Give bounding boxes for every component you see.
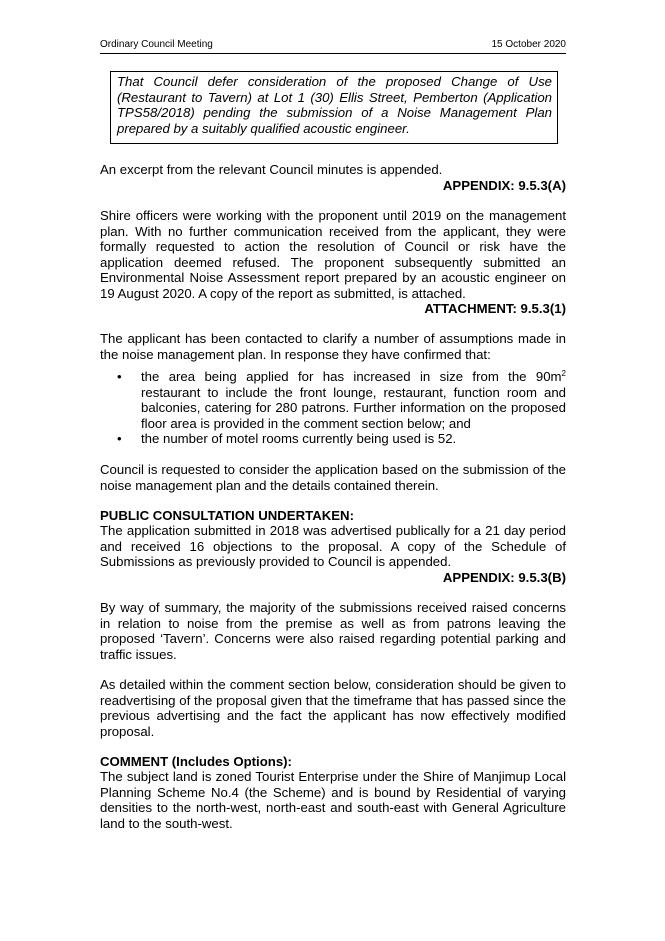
confirmation-list [100,369,566,447]
bullet-marker: • [117,369,122,384]
meeting-date: 15 October 2020 [491,39,566,50]
resolution-box: That Council defer consideration of the proposed Change of Use (Restaurant to Tavern) at Lot 1 (30) Ellis Street, Pemberton (Application TPS58/2018) pending the submission of a Noise Management Plan prepared by a suitably qualified acoustic engineer. [110,71,558,144]
requested-paragraph: Council is requested to consider the application based on the submission of the noise management plan and the details contained therein. [100,462,566,493]
comment-heading: COMMENT (Includes Options): [100,754,292,769]
officers-paragraph: Shire officers were working with the proponent until 2019 on the management plan. With no further communication received from the applicant, they were formally requested to action the resolution of Council or risk have the application deemed refused. The proponent subsequently submitted an Environmental Noise Assessment report prepared by an acoustic engineer on 19 August 2020. A copy of the report as submitted, is attached. [100,208,566,301]
public-consultation-paragraph: The application submitted in 2018 was advertised publically for a 21 day period and received 16 objections to the proposal. A copy of the Schedule of Submissions as previously provided to Council is appended. [100,523,566,570]
bullet-marker: • [117,431,122,447]
list-item: • the area being applied for has increased in size from the $90m^2$ restaurant to include the front lounge, restaurant, function room and balconies, catering for 280 patrons. Further information on the proposed floor area is provided in the comment section below; and [117,369,566,431]
attachment-reference: ATTACHMENT: 9.5.3(1) [424,301,566,316]
list-item: • the number of motel rooms currently being used is 52. [117,431,457,447]
page-header [100,39,566,54]
excerpt-paragraph: An excerpt from the relevant Council minutes is appended. [100,162,443,177]
appendix-a-reference: APPENDIX: 9.5.3(A) [442,178,566,193]
comment-paragraph: The subject land is zoned Tourist Enterprise under the Shire of Manjimup Local Planning Scheme No.4 (the Scheme) and is bound by Residential of varying densities to the north-west, north-east and south-east with General Agriculture land to the south-west. [100,769,566,831]
contacted-paragraph: The applicant has been contacted to clarify a number of assumptions made in the noise management plan. In response they have confirmed that: [100,331,566,362]
appendix-b-reference: APPENDIX: 9.5.3(B) [442,570,566,585]
public-consultation-heading: PUBLIC CONSULTATION UNDERTAKEN: [100,508,354,523]
meeting-title: Ordinary Council Meeting [100,39,213,50]
summary-paragraph: By way of summary, the majority of the submissions received raised concerns in relation to noise from the premise as well as from patrons leaving the proposed ‘Tavern’. Concerns were also raised regarding potential parking and traffic issues. [100,600,566,662]
readvertising-paragraph: As detailed within the comment section below, consideration should be given to readvertising of the proposal given that the timeframe that has passed since the previous advertising and the fact the applicant has now effectively modified proposal. [100,677,566,739]
